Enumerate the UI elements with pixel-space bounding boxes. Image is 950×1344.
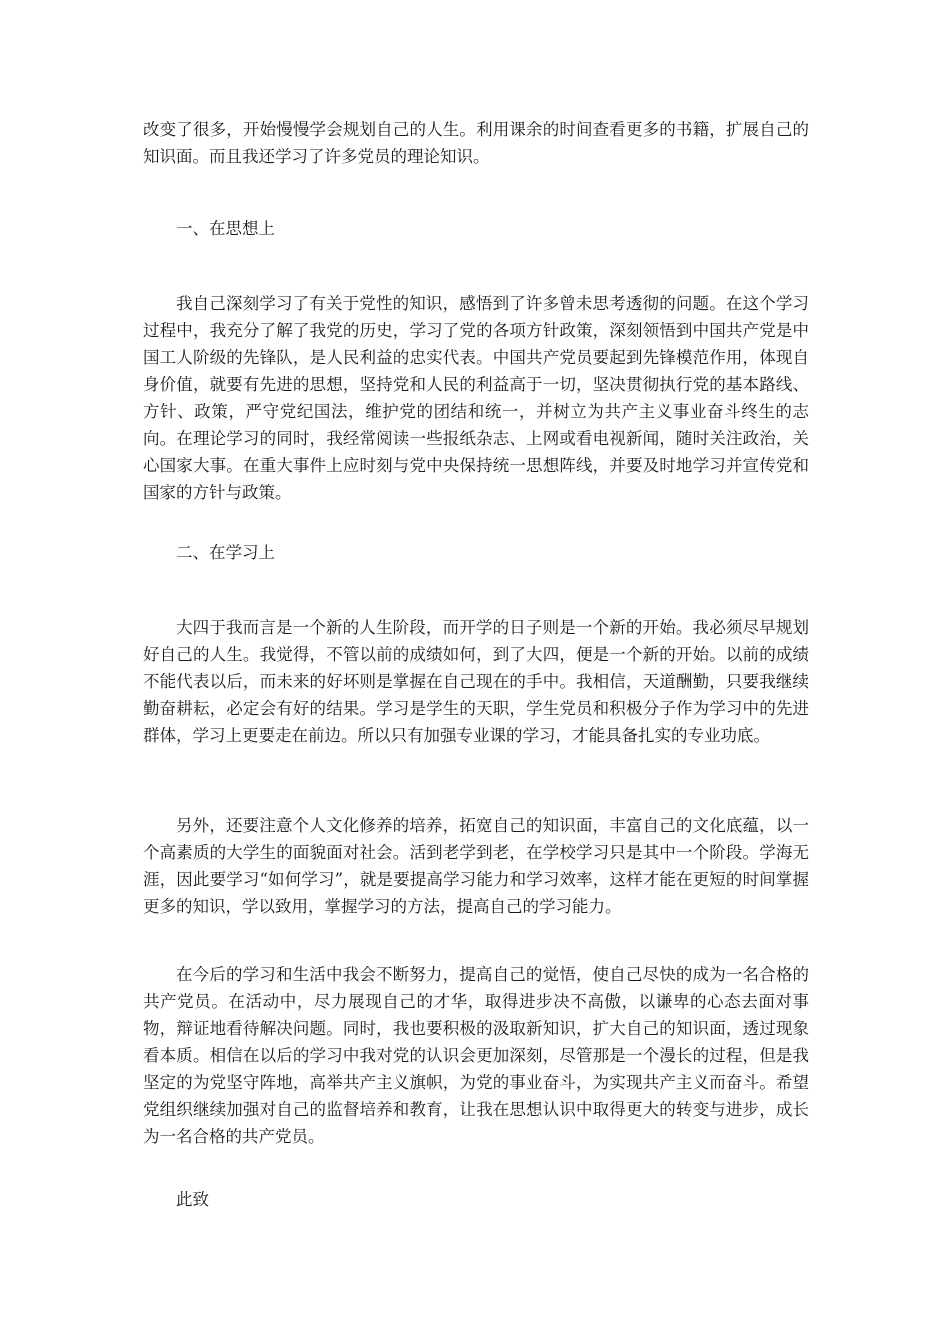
- section-body-thought: 我自己深刻学习了有关于党性的知识，感悟到了许多曾未思考透彻的问题。在这个学习过程中，我充分了解了我党的历史，学习了党的各项方针政策，深刻领悟到中国共产党是中国工人阶级的先锋队，是人民利益的忠实代表。中国共产党员要起到先锋模范作用，体现自身价值，就要有先进的思想，坚持党和人民的利益高于一切，坚决贯彻执行党的基本路线、方针、政策，严守党纪国法，维护党的团结和统一，并树立为共产主义事业奋斗终生的志向。在理论学习的同时，我经常阅读一些报纸杂志、上网或看电视新闻，随时关注政治，关心国家大事。在重大事件上应时刻与党中央保持统一思想阵线，并要及时地学习并宣传党和国家的方针与政策。: [143, 294, 809, 502]
- section-heading-thought: 一、在思想上: [176, 219, 275, 238]
- section-heading-study: 二、在学习上: [176, 543, 275, 562]
- section-body-study-1: 大四于我而言是一个新的人生阶段，而开学的日子则是一个新的开始。我必须尽早规划好自己的人生。我觉得，不管以前的成绩如何，到了大四，便是一个新的开始。以前的成绩不能代表以后，而未来的好坏则是掌握在自己现在的手中。我相信，天道酬勤，只要我继续勤奋耕耘，必定会有好的结果。学习是学生的天职，学生党员和积极分子作为学习中的先进群体，学习上更要走在前边。所以只有加强专业课的学习，才能具备扎实的专业功底。: [143, 618, 809, 745]
- salutation: 此致: [176, 1190, 209, 1209]
- intro-paragraph: 改变了很多，开始慢慢学会规划自己的人生。利用课余的时间查看更多的书籍，扩展自己的知识面。而且我还学习了许多党员的理论知识。: [143, 120, 809, 166]
- section-body-study-2: 另外，还要注意个人文化修养的培养，拓宽自己的知识面，丰富自己的文化底蕴，以一个高素质的大学生的面貌面对社会。活到老学到老，在学校学习只是其中一个阶段。学海无涯，因此要学习“如何学习”，就是要提高学习能力和学习效率，这样才能在更短的时间掌握更多的知识，学以致用，掌握学习的方法，提高自己的学习能力。: [143, 816, 809, 916]
- closing-paragraph: 在今后的学习和生活中我会不断努力，提高自己的觉悟，使自己尽快的成为一名合格的共产党员。在活动中，尽力展现自己的才华，取得进步决不高傲，以谦卑的心态去面对事物，辩证地看待解决问题。同时，我也要积极的汲取新知识，扩大自己的知识面，透过现象看本质。相信在以后的学习中我对党的认识会更加深刻，尽管那是一个漫长的过程，但是我坚定的为党坚守阵地，高举共产主义旗帜，为党的事业奋斗，为实现共产主义而奋斗。希望党组织继续加强对自己的监督培养和教育，让我在思想认识中取得更大的转变与进步，成长为一名合格的共产党员。: [143, 965, 809, 1146]
